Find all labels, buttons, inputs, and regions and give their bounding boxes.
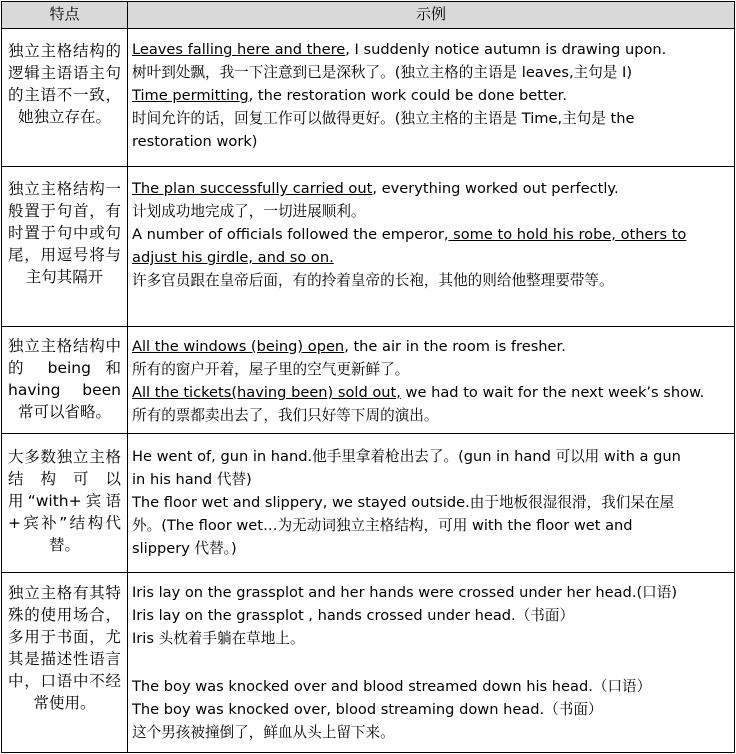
underlined-phrase: Leaves falling here and there bbox=[132, 41, 346, 58]
column-divider bbox=[127, 2, 128, 752]
example-column-header: 示例 bbox=[415, 5, 446, 23]
example-line: 时间允许的话，回复工作可以做得更好。(独立主格的主语是 Time,主句是 the bbox=[132, 110, 635, 127]
feature-cell-1: 独立主格结构的逻辑主语语主句的主语不一致，她独立存在。 bbox=[8, 42, 121, 126]
example-line: A number of officials followed the emperor, some to hold his robe, others to bbox=[132, 226, 687, 243]
example-line bbox=[132, 246, 732, 269]
underlined-phrase: Time permitting bbox=[132, 87, 249, 104]
row-divider bbox=[2, 326, 734, 327]
example-line: He went of, gun in hand.他手里拿着枪出去了。(gun in hand 可以用 with a gun bbox=[132, 448, 681, 465]
example-line: The plan successfully carried out, everything worked out perfectly. bbox=[132, 180, 619, 197]
example-line: Iris lay on the grassplot , hands crossed under head.（书面） bbox=[132, 607, 575, 624]
example-line: All the tickets(having been) sold out, we had to wait for the next week’s show. bbox=[132, 384, 705, 401]
feature-column-header: 特点 bbox=[49, 5, 80, 23]
underlined-phrase: The plan successfully carried out bbox=[132, 180, 373, 197]
feature-cell-2: 独立主格结构一般置于句首，有时置于句中或句尾，用逗号将与主句其隔开 bbox=[8, 180, 121, 286]
table-header-row bbox=[2, 2, 734, 29]
example-line: 计划成功地完成了，一切进展顺利。 bbox=[132, 203, 366, 220]
underlined-phrase: some to hold his robe, others to bbox=[448, 226, 687, 243]
row-divider bbox=[2, 572, 734, 573]
example-line: Time permitting, the restoration work could be done better. bbox=[132, 87, 567, 104]
example-line: slippery 代替。) bbox=[132, 540, 237, 557]
underlined-phrase: All the windows (being) open bbox=[132, 338, 345, 355]
underlined-phrase: adjust his girdle, and so on. bbox=[132, 249, 334, 266]
example-cell-5 bbox=[132, 581, 732, 744]
example-line: 许多官员跟在皇帝后面，有的拎着皇帝的长袍，其他的则给他整理要带等。 bbox=[132, 272, 614, 289]
example-cell-2 bbox=[132, 177, 732, 292]
example-line: 外。(The floor wet…为无动词独立主格结构，可用 with the floor wet and bbox=[132, 517, 633, 534]
row-divider bbox=[2, 166, 734, 167]
example-line: restoration work) bbox=[132, 133, 258, 150]
example-line: in his hand 代替) bbox=[132, 471, 252, 488]
example-cell-4 bbox=[132, 445, 732, 560]
example-cell-1 bbox=[132, 38, 732, 153]
feature-cell-3: 独立主格结构中的 being 和 having been 常可以省略。 bbox=[8, 337, 121, 421]
example-line: 所有的票都卖出去了，我们只好等下周的演出。 bbox=[132, 407, 439, 424]
example-line: The floor wet and slippery, we stayed outside.由于地板很湿很滑，我们呆在屋 bbox=[132, 494, 675, 511]
example-line: The boy was knocked over, blood streaming down head.（书面） bbox=[132, 701, 603, 718]
example-line: 这个男孩被撞倒了，鲜血从头上留下来。 bbox=[132, 724, 395, 741]
example-line: All the windows (being) open, the air in the room is fresher. bbox=[132, 338, 566, 355]
example-line: Iris 头枕着手躺在草地上。 bbox=[132, 630, 305, 647]
feature-cell-4: 大多数独立主格结构可以用“with+宾语+宾补”结构代替。 bbox=[8, 448, 121, 554]
example-line: The boy was knocked over and blood streamed down his head.（口语） bbox=[132, 678, 652, 695]
example-line: Iris lay on the grassplot and her hands were crossed under her head.(口语) bbox=[132, 584, 678, 601]
row-divider bbox=[2, 433, 734, 434]
example-line: 所有的窗户开着，屋子里的空气更新鲜了。 bbox=[132, 361, 410, 378]
example-cell-3 bbox=[132, 335, 732, 427]
document-table bbox=[1, 1, 735, 753]
example-line: 树叶到处飘，我一下注意到已是深秋了。(独立主格的主语是 leaves,主句是 I) bbox=[132, 64, 633, 81]
feature-cell-5: 独立主格有其特殊的使用场合，多用于书面，尤其是描述性语言中，口语中不经常使用。 bbox=[8, 584, 121, 712]
underlined-phrase: All the tickets(having been) sold out, bbox=[132, 384, 401, 401]
example-line: Leaves falling here and there, I suddenly notice autumn is drawing upon. bbox=[132, 41, 667, 58]
blank-line bbox=[132, 650, 732, 675]
